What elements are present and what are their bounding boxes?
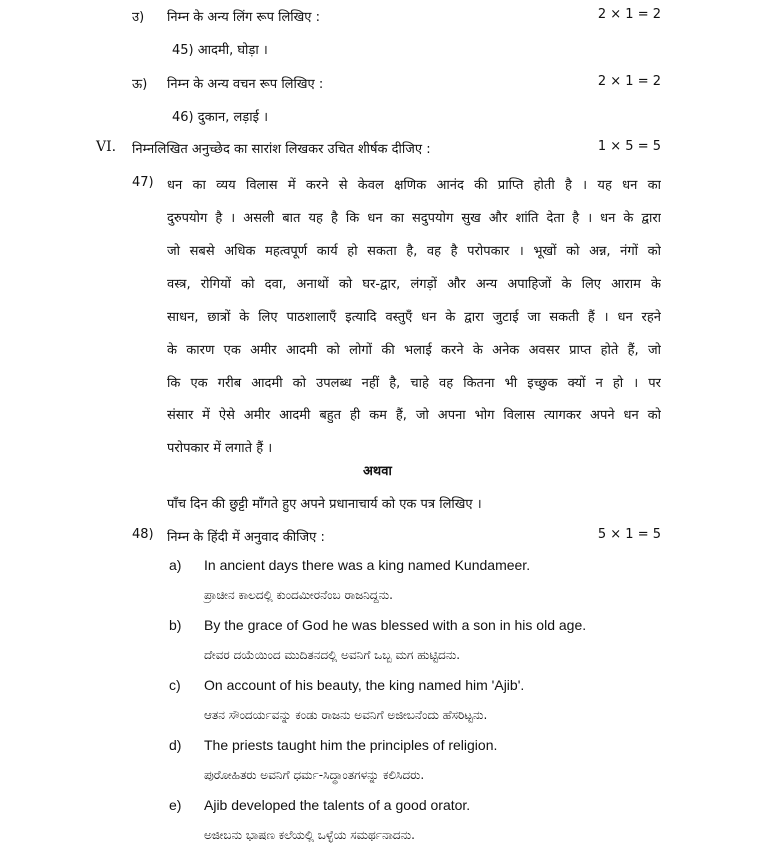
- paragraph-line: साधन, छात्रों के लिए पाठशालाएँ इत्यादि वस्तुएँ धन के द्वारा जुटाई जा सकती हैं । धन रहने: [167, 310, 661, 325]
- item-label: c): [169, 677, 181, 693]
- kannada-sentence: ಪ್ರಾಚೀನ ಕಾಲದಲ್ಲಿ ಕುಂದಮೀರನೆಂಬ ರಾಜನಿದ್ದನು.: [204, 588, 393, 602]
- english-sentence: On account of his beauty, the king named him 'Ajib'.: [204, 677, 525, 693]
- question-label-uu: ऊ): [132, 77, 148, 92]
- paragraph-line: दुरुपयोग है । असली बात यह है कि धन का सदुपयोग सुख और शांति देता है । धन के द्वारा: [167, 211, 661, 226]
- section-label-vi: VI.: [96, 139, 117, 155]
- paragraph-line: कि एक गरीब आदमी को उपलब्ध नहीं है, चाहे वह कितना भी इच्छुक क्यों न हो । पर: [167, 376, 661, 391]
- paragraph-line: धन का व्यय विलास में करने से केवल क्षणिक आनंद की प्राप्ति होती है । यह धन का: [167, 178, 661, 193]
- kannada-sentence: ಅಜೀಬನು ಭಾಷಣ ಕಲೆಯಲ್ಲಿ ಒಳ್ಳೆಯ ಸಮರ್ಥನಾದನು.: [204, 828, 415, 842]
- question-item-45: 45) आदमी, घोड़ा ।: [172, 43, 268, 58]
- question-label-u: उ): [132, 10, 145, 25]
- marks-vi: 1 × 5 = 5: [597, 139, 661, 154]
- item-label: d): [169, 737, 182, 753]
- paragraph-line: वस्त्र, रोगियों को दवा, अनाथों को घर-द्वार, लंगड़ों और अन्य अपाहिजों के लिए आराम के: [167, 277, 661, 292]
- or-heading: अथवा: [363, 464, 392, 479]
- question-number-47: 47): [132, 175, 154, 190]
- question-instruction-uu: निम्न के अन्य वचन रूप लिखिए :: [167, 77, 324, 92]
- item-label: a): [169, 557, 182, 573]
- question-item-46: 46) दुकान, लड़ाई ।: [172, 110, 269, 125]
- question-number-48: 48): [132, 527, 154, 542]
- kannada-sentence: ದೇವರ ದಯೆಯಿಂದ ಮುದಿತನದಲ್ಲಿ ಅವನಿಗೆ ಒಬ್ಬ ಮಗ ಹುಟ್ಟಿದನು.: [204, 648, 461, 662]
- marks-48: 5 × 1 = 5: [597, 527, 661, 542]
- kannada-sentence: ಆತನ ಸೌಂದರ್ಯವನ್ನು ಕಂಡು ರಾಜನು ಅವನಿಗೆ ಅಜೀಬನೆಂದು ಹೆಸರಿಟ್ಟನು.: [204, 708, 488, 722]
- marks-u: 2 × 1 = 2: [597, 7, 661, 22]
- paragraph-line: परोपकार में लगाते हैं ।: [167, 441, 273, 456]
- english-sentence: In ancient days there was a king named Kundameer.: [204, 557, 531, 573]
- english-sentence: The priests taught him the principles of religion.: [204, 737, 498, 753]
- english-sentence: By the grace of God he was blessed with a son in his old age.: [204, 617, 587, 633]
- item-label: e): [169, 797, 182, 813]
- marks-uu: 2 × 1 = 2: [597, 74, 661, 89]
- question-instruction-u: निम्न के अन्य लिंग रूप लिखिए :: [167, 10, 320, 25]
- item-label: b): [169, 617, 182, 633]
- kannada-sentence: ಪುರೋಹಿತರು ಅವನಿಗೆ ಧರ್ಮ-ಸಿದ್ಧಾಂತಗಳನ್ನು ಕಲಿಸಿದರು.: [204, 768, 425, 782]
- paragraph-line: संसार में ऐसे अमीर आदमी बहुत ही कम हैं, जो अपना भोग विलास त्यागकर अपने धन को: [167, 408, 661, 423]
- paragraph-line: के कारण एक अमीर आदमी को लोगों की भलाई करने के अनेक अवसर प्राप्त होते हैं, जो: [167, 343, 661, 358]
- section-instruction-vi: निम्नलिखित अनुच्छेद का सारांश लिखकर उचित शीर्षक दीजिए :: [132, 142, 431, 157]
- alternative-question: पाँच दिन की छुट्टी माँगते हुए अपने प्रधानाचार्य को एक पत्र लिखिए ।: [167, 497, 482, 512]
- paragraph-line: जो सबसे अधिक महत्वपूर्ण कार्य हो सकता है, वह है परोपकार । भूखों को अन्न, नंगों को: [167, 244, 661, 259]
- question-instruction-48: निम्न के हिंदी में अनुवाद कीजिए :: [167, 530, 325, 545]
- english-sentence: Ajib developed the talents of a good orator.: [204, 797, 471, 813]
